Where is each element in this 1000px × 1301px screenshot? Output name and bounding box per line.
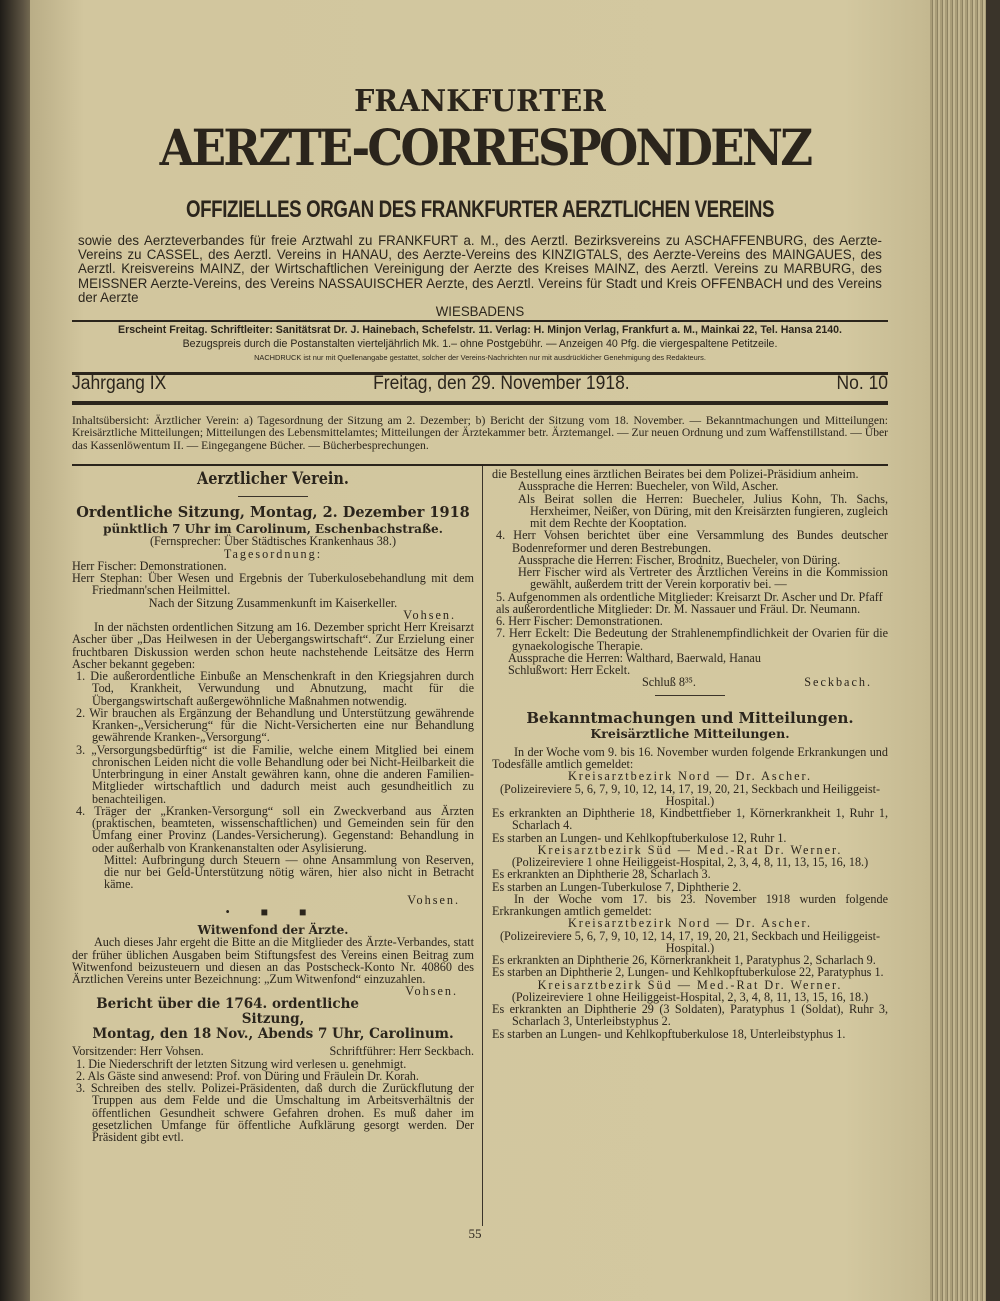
divider xyxy=(72,320,888,322)
death-report: Es starben an Lungen- und Kehlkopftuberkulose 18, Unterleibstyphus 1. xyxy=(492,1026,846,1041)
subsection-heading: Kreisärztliche Mitteilungen. xyxy=(590,725,790,741)
agenda-item: Herr Stephan: Über Wesen und Ergebnis der Tuberkulosebehandlung mit dem Friedmann'schen Heilmittel. xyxy=(72,571,474,598)
agenda-title: Tagesordnung: xyxy=(223,546,323,561)
closing xyxy=(492,676,888,688)
left-column xyxy=(72,468,474,1143)
paragraph: Aussprache die Herren: Fischer, Brodnitz, Buecheler, von Düring. xyxy=(518,552,841,567)
associations-text: sowie des Aerzteverbandes für freie Arztwahl zu FRANKFURT a. M., des Aerztl. Bezirksvereins zu ASCHAFFENBURG, des Aerzte-Vereins zu CASSEL, des Aerztl. Vereins in HANAU, des Aerzte-Vereins des KINZIGTALS, des Aerzte-Vereins des MAINGAUES, des Aerztl. Kreisvereins MAINZ, der Wirtschaftlichen Vereinigung der Aerzte des Kreises MAINZ, des Aerztl. Vereins zu MARBURG, des MEISSNER Aerzte-Vereins, des Vereins NASSAUISCHER Aerzte, des Aerztl. Vereins für Stadt und Kreis OFFENBACH und des Vereins der Aerzte xyxy=(78,233,882,305)
divider xyxy=(72,401,888,405)
paragraph: In der Woche vom 17. bis 23. November 1918 wurden folgende Erkrankungen amtlich gemeldet: xyxy=(492,891,888,918)
after-meeting: Nach der Sitzung Zusammenkunft im Kaiserkeller. xyxy=(148,595,398,610)
issue-line xyxy=(72,373,888,395)
paragraph: Herr Fischer wird als Vertreter des Ärztlichen Vereins in die Kommission gewählt, außerdem tritt der Verein korporativ bei. — xyxy=(518,565,888,592)
meeting-title: Ordentliche Sitzung, Montag, 2. Dezember 1918 xyxy=(76,504,470,521)
signature: Vohsen. xyxy=(405,984,458,999)
divider xyxy=(238,496,308,497)
death-report: Es starben an Diphtherie 2, Lungen- und Kehlkopftuberkulose 22, Paratyphus 1. xyxy=(492,965,884,980)
report-item: 1. Die Niederschrift der letzten Sitzung wird verlesen u. genehmigt. xyxy=(76,1056,407,1071)
divider xyxy=(655,695,725,696)
report-item: 6. Herr Fischer: Demonstrationen. xyxy=(496,614,663,628)
masthead-line1: FRANKFURTER xyxy=(354,84,606,119)
report-title: Montag, den 18 Nov., Abends 7 Uhr, Carolinum. xyxy=(92,1026,454,1043)
section-heading: Aerztlicher Verein. xyxy=(197,469,349,489)
death-report: Es starben an Lungen- und Kehlkopftuberkulose 12, Ruhr 1. xyxy=(492,830,787,845)
paragraph: als außerordentliche Mitglieder: Dr. M. Nassauer und Fräul. Dr. Neumann. xyxy=(496,601,861,616)
column-rule xyxy=(482,466,483,1226)
issue-number: No. 10 xyxy=(836,373,889,394)
illness-report: Es erkrankten an Diphtherie 18, Kindbettfieber 1, Körnerkrankheit 1, Ruhr 1, Scharlach 4. xyxy=(492,806,888,833)
imprint-line1: Erscheint Freitag. Schriftleiter: Sanitätsrat Dr. J. Hainebach, Schefelstr. 11. Verlag: H. Minjon Verlag, Frankfurt a. M., Mainkai 22, Tel. Hansa 2140. xyxy=(118,324,842,336)
paragraph: In der nächsten ordentlichen Sitzung am 16. Dezember spricht Herr Kreisarzt Ascher über „Das Heilwesen in der Uebergangswirtschaft“. Zur Erzielung einer fruchtbaren Diskussion werden schon heute nachstehende Leitsätze des Herrn Ascher bekannt gegeben: xyxy=(72,620,474,671)
thesis: 1. Die außerordentliche Einbuße an Menschenkraft in den Kriegsjahren durch Tod, Krankheit, Verwundung und Abnutzung, macht für die Übergangswirtschaft außergewöhnliche Maßnahmen notwendig. xyxy=(76,669,474,708)
report-item: 5. Aufgenommen als ordentliche Mitglieder: Kreisarzt Dr. Ascher und Dr. Pfaff xyxy=(496,589,883,604)
chair: Vorsitzender: Herr Vohsen. xyxy=(72,1044,204,1059)
paragraph: Aussprache die Herren: Buecheler, von Wild, Ascher. xyxy=(518,479,779,494)
signature: Seckbach. xyxy=(804,675,872,690)
fund-title: Witwenfond der Ärzte. xyxy=(197,923,349,937)
issue-date: Freitag, den 29. November 1918. xyxy=(373,373,630,394)
illness-report: Es erkrankten an Diphtherie 28, Scharlach 3. xyxy=(492,867,711,882)
section-heading: Bekanntmachungen und Mitteilungen. xyxy=(526,708,854,727)
district-precincts: (Polizeireviere 5, 6, 7, 9, 10, 12, 14, 17, 19, 20, 21, Seckbach und Heiliggeist-Hospital.) xyxy=(499,928,881,955)
thesis: 4. Träger der „Kranken-Versorgung“ soll ein Zweckverband aus Ärzten (praktischen, beamteten, wissenschaftlichen) und Gemeinden sein für den Umfang einer Provinz (Landes-Versicherung). Gegenstand: Behandlung in oder außerhalb von Krankenanstalten oder Asylisierung. xyxy=(76,803,474,855)
meeting-phone: (Fernsprecher: Über Städtisches Krankenhaus 38.) xyxy=(149,534,397,549)
meeting-time: pünktlich 7 Uhr im Carolinum, Eschenbachstraße. xyxy=(103,522,443,536)
imprint-line2: Bezugspreis durch die Postanstalten vierteljährlich Mk. 1.– ohne Postgebühr. — Anzeigen 40 Pfg. die viergespaltene Petitzeile. xyxy=(182,338,778,350)
illness-report: Es erkrankten an Diphtherie 29 (3 Soldaten), Paratyphus 1 (Soldat), Ruhr 3, Scharlach 3, Unterleibstyphus 2. xyxy=(492,1002,888,1029)
district-heading: Kreisarztbezirk Nord — Dr. Ascher. xyxy=(568,916,812,931)
report-item: 2. Als Gäste sind anwesend: Prof. von Düring und Fräulein Dr. Korah. xyxy=(76,1068,419,1083)
district-heading: Kreisarztbezirk Süd — Med.-Rat Dr. Werner. xyxy=(537,977,843,992)
signature: Vohsen. xyxy=(407,892,460,907)
paragraph: die Bestellung eines ärztlichen Beirates bei dem Polizei-Präsidium anheim. xyxy=(492,467,859,481)
signature: Vohsen. xyxy=(403,607,456,622)
agenda-item: Herr Fischer: Demonstrationen. xyxy=(72,558,227,573)
table-of-contents: Inhaltsübersicht: Ärztlicher Verein: a) Tagesordnung der Sitzung am 2. Dezember; b) Bericht der Sitzung vom 18. November. — Bekanntmachungen und Mitteilungen: Kreisärztliche Mitteilungen; Mitteilungen des Lebensmittelamtes; Mitteilungen der Ärztekammer betr. Ärztemangel. — Zur neuen Ordnung und zum Waffenstillstand. — Über das Kassenlöwentum II. — Eingegangene Bücher. — Bücherbesprechungen. xyxy=(72,414,888,452)
associations-last: WIESBADENS xyxy=(435,304,525,320)
imprint-line3: NACHDRUCK ist nur mit Quellenangabe gestattet, solcher der Vereins-Nachrichten nur mit ausdrücklicher Genehmigung des Redakteurs. xyxy=(254,353,706,362)
paragraph: Schlußwort: Herr Eckelt. xyxy=(508,663,631,677)
report-item: 7. Herr Eckelt: Die Bedeutung der Strahlenempfindlichkeit der Ovarien für die gynaekologische Therapie. xyxy=(496,626,888,653)
imprint xyxy=(72,323,888,365)
paragraph: Aussprache die Herren: Walthard, Baerwald, Hanau xyxy=(508,650,761,665)
fund-text-body: Auch dieses Jahr ergeht die Bitte an die Mitglieder des Ärzte-Verbandes, statt der früher üblichen Ausgaben beim Stiftungsfest des Vereins einen Beitrag zum Witwenfond beizusteuern und diesen an das Postscheck-Konto Nr. 40860 des Ärztlichen Vereins unter Bezeichnung: „Zum Witwenfond“ einzuzahlen. xyxy=(72,935,474,986)
district-heading: Kreisarztbezirk Nord — Dr. Ascher. xyxy=(568,769,812,784)
separator: • ■ ■ xyxy=(225,904,321,919)
means: Mittel: Aufbringung durch Steuern — ohne Ansammlung von Reserven, die nur bei Geld-Unterstützung nötig wären, hier also nicht in Betracht käme. xyxy=(104,852,474,892)
district-heading: Kreisarztbezirk Süd — Med.-Rat Dr. Werner. xyxy=(537,842,843,857)
report-item: 4. Herr Vohsen berichtet über eine Versammlung des Bundes deutscher Bodenreformer und deren Bestrebungen. xyxy=(496,528,888,555)
page-number: 55 xyxy=(468,1226,482,1241)
death-report: Es starben an Lungen-Tuberkulose 7, Diphtherie 2. xyxy=(492,879,742,894)
district-precincts: (Polizeireviere 1 ohne Heiliggeist-Hospital, 2, 3, 4, 8, 11, 13, 15, 16, 18.) xyxy=(511,855,869,869)
district-precincts: (Polizeireviere 1 ohne Heiliggeist-Hospital, 2, 3, 4, 8, 11, 13, 15, 16, 18.) xyxy=(511,989,869,1004)
report-officers xyxy=(72,1045,474,1057)
end-time: Schluß 8³⁵. xyxy=(642,675,696,690)
masthead-subtitle: OFFIZIELLES ORGAN DES FRANKFURTER AERZTLICHEN VEREINS xyxy=(185,196,775,223)
illness-report: Es erkrankten an Diphtherie 26, Körnerkrankheit 1, Paratyphus 2, Scharlach 9. xyxy=(492,953,876,967)
district-precincts: (Polizeireviere 5, 6, 7, 9, 10, 12, 14, 17, 19, 20, 21, Seckbach und Heiliggeist-Hospital.) xyxy=(499,781,881,808)
divider xyxy=(72,464,888,466)
fund-text xyxy=(72,935,474,999)
report-title: Bericht über die 1764. ordentliche Sitzung, xyxy=(96,996,360,1028)
report-item: 3. Schreiben des stellv. Polizei-Präsidenten, daß durch die Zurückflutung der Truppen aus dem Felde und die Umschaltung im Arbeitsverhältnis der öffentlichen Gesundheit schwere Gefahren drohen. Es muß daher im gesetzlichen Umfange für öffentliche Aufklärung gesorgt werden. Der Präsident gibt evtl. xyxy=(76,1081,474,1144)
associations xyxy=(78,234,882,319)
secretary: Schriftführer: Herr Seckbach. xyxy=(329,1044,474,1059)
masthead-title: AERZTE-CORRESPONDENZ xyxy=(159,118,811,177)
thesis: 2. Wir brauchen als Ergänzung der Behandlung und Unterstützung gewährende Kranken-„Versicherung“ für die Nicht-Versicherten eine nur Behandlung gewährende Kranken-„Versorgung“. xyxy=(76,705,474,745)
thesis: 3. „Versorgungsbedürftig“ ist die Familie, welche einem Mitglied bei einem chronischen Leiden nicht die volle Behandlung oder bei Nicht-Heilbarkeit die Unterbringung in einer Anstalt gewähren kann, ohne die anderen Familien-Mitglieder wirtschaftlich und dadurch meist auch gesundheitlich zu benachteiligen. xyxy=(76,742,474,806)
paragraph: In der Woche vom 9. bis 16. November wurden folgende Erkrankungen und Todesfälle amtlich gemeldet: xyxy=(492,744,888,771)
volume: Jahrgang IX xyxy=(72,373,167,394)
page-stack-edge xyxy=(930,0,1000,1301)
right-column xyxy=(492,468,888,1040)
paragraph: Als Beirat sollen die Herren: Buecheler, Julius Kohn, Th. Sachs, Herxheimer, Neißer, von Düring, mit den Kreisärzten fungieren, zugleich mit dem Rechte der Kooptation. xyxy=(518,491,888,530)
